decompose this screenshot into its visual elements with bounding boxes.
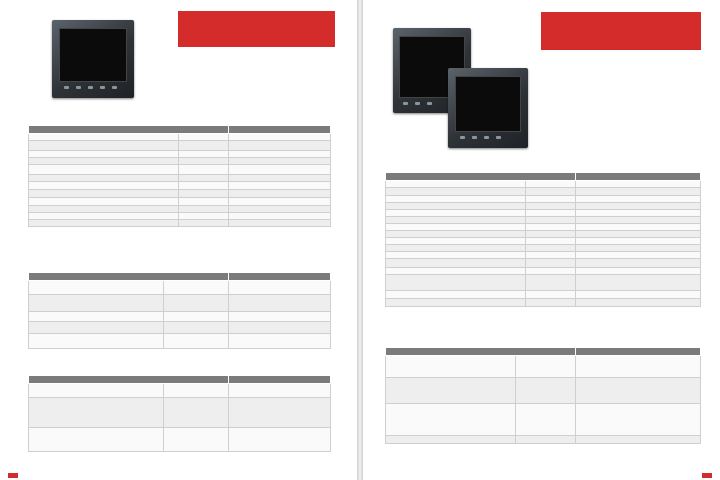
table-row	[29, 190, 331, 198]
table-row	[29, 158, 331, 165]
table-row	[386, 291, 701, 299]
left-page	[0, 0, 357, 480]
panel-meter-image	[52, 20, 134, 98]
table-row	[29, 384, 331, 398]
table-row	[29, 134, 331, 141]
table-row	[386, 252, 701, 259]
table-row	[29, 398, 331, 428]
product-title-box	[541, 12, 701, 50]
table-header	[386, 173, 576, 181]
table-row	[386, 217, 701, 224]
table-row	[29, 322, 331, 334]
table-row	[29, 151, 331, 158]
table-row	[386, 238, 701, 245]
table-header	[229, 126, 331, 134]
table-row	[29, 175, 331, 182]
table-row	[386, 188, 701, 196]
table-row	[386, 181, 701, 188]
table-row	[386, 203, 701, 210]
table-header	[29, 126, 229, 134]
table-row	[386, 210, 701, 217]
table-header	[576, 348, 701, 356]
table-row	[29, 141, 331, 151]
table-row	[386, 231, 701, 238]
table-row	[386, 196, 701, 203]
table-row	[29, 312, 331, 322]
table-row	[29, 206, 331, 213]
table-row	[29, 213, 331, 220]
table-row	[29, 295, 331, 312]
page-number-right	[702, 473, 712, 478]
table-row	[386, 245, 701, 252]
table-row	[29, 428, 331, 452]
table-row	[29, 165, 331, 175]
spec-table-2	[28, 272, 331, 349]
table-row	[29, 198, 331, 206]
table-header	[229, 376, 331, 384]
spec-table-1	[28, 125, 331, 227]
table-header	[576, 173, 701, 181]
product-title-box	[178, 11, 335, 47]
table-row	[29, 182, 331, 190]
table-header	[229, 273, 331, 281]
table-row	[386, 268, 701, 275]
right-page	[363, 0, 720, 480]
table-header	[29, 273, 229, 281]
table-row	[386, 404, 701, 436]
spec-table-5	[385, 347, 701, 444]
panel-meter-image-2	[448, 68, 528, 148]
table-row	[29, 220, 331, 227]
page-number-left	[8, 473, 18, 478]
table-header	[29, 376, 229, 384]
table-row	[386, 378, 701, 404]
table-row	[386, 299, 701, 307]
table-header	[386, 348, 576, 356]
table-row	[29, 281, 331, 295]
spec-table-4	[385, 172, 701, 307]
table-row	[386, 436, 701, 444]
table-row	[386, 275, 701, 291]
table-row	[386, 356, 701, 378]
table-row	[386, 259, 701, 268]
table-row	[29, 334, 331, 349]
spec-table-3	[28, 375, 331, 452]
table-row	[386, 224, 701, 231]
